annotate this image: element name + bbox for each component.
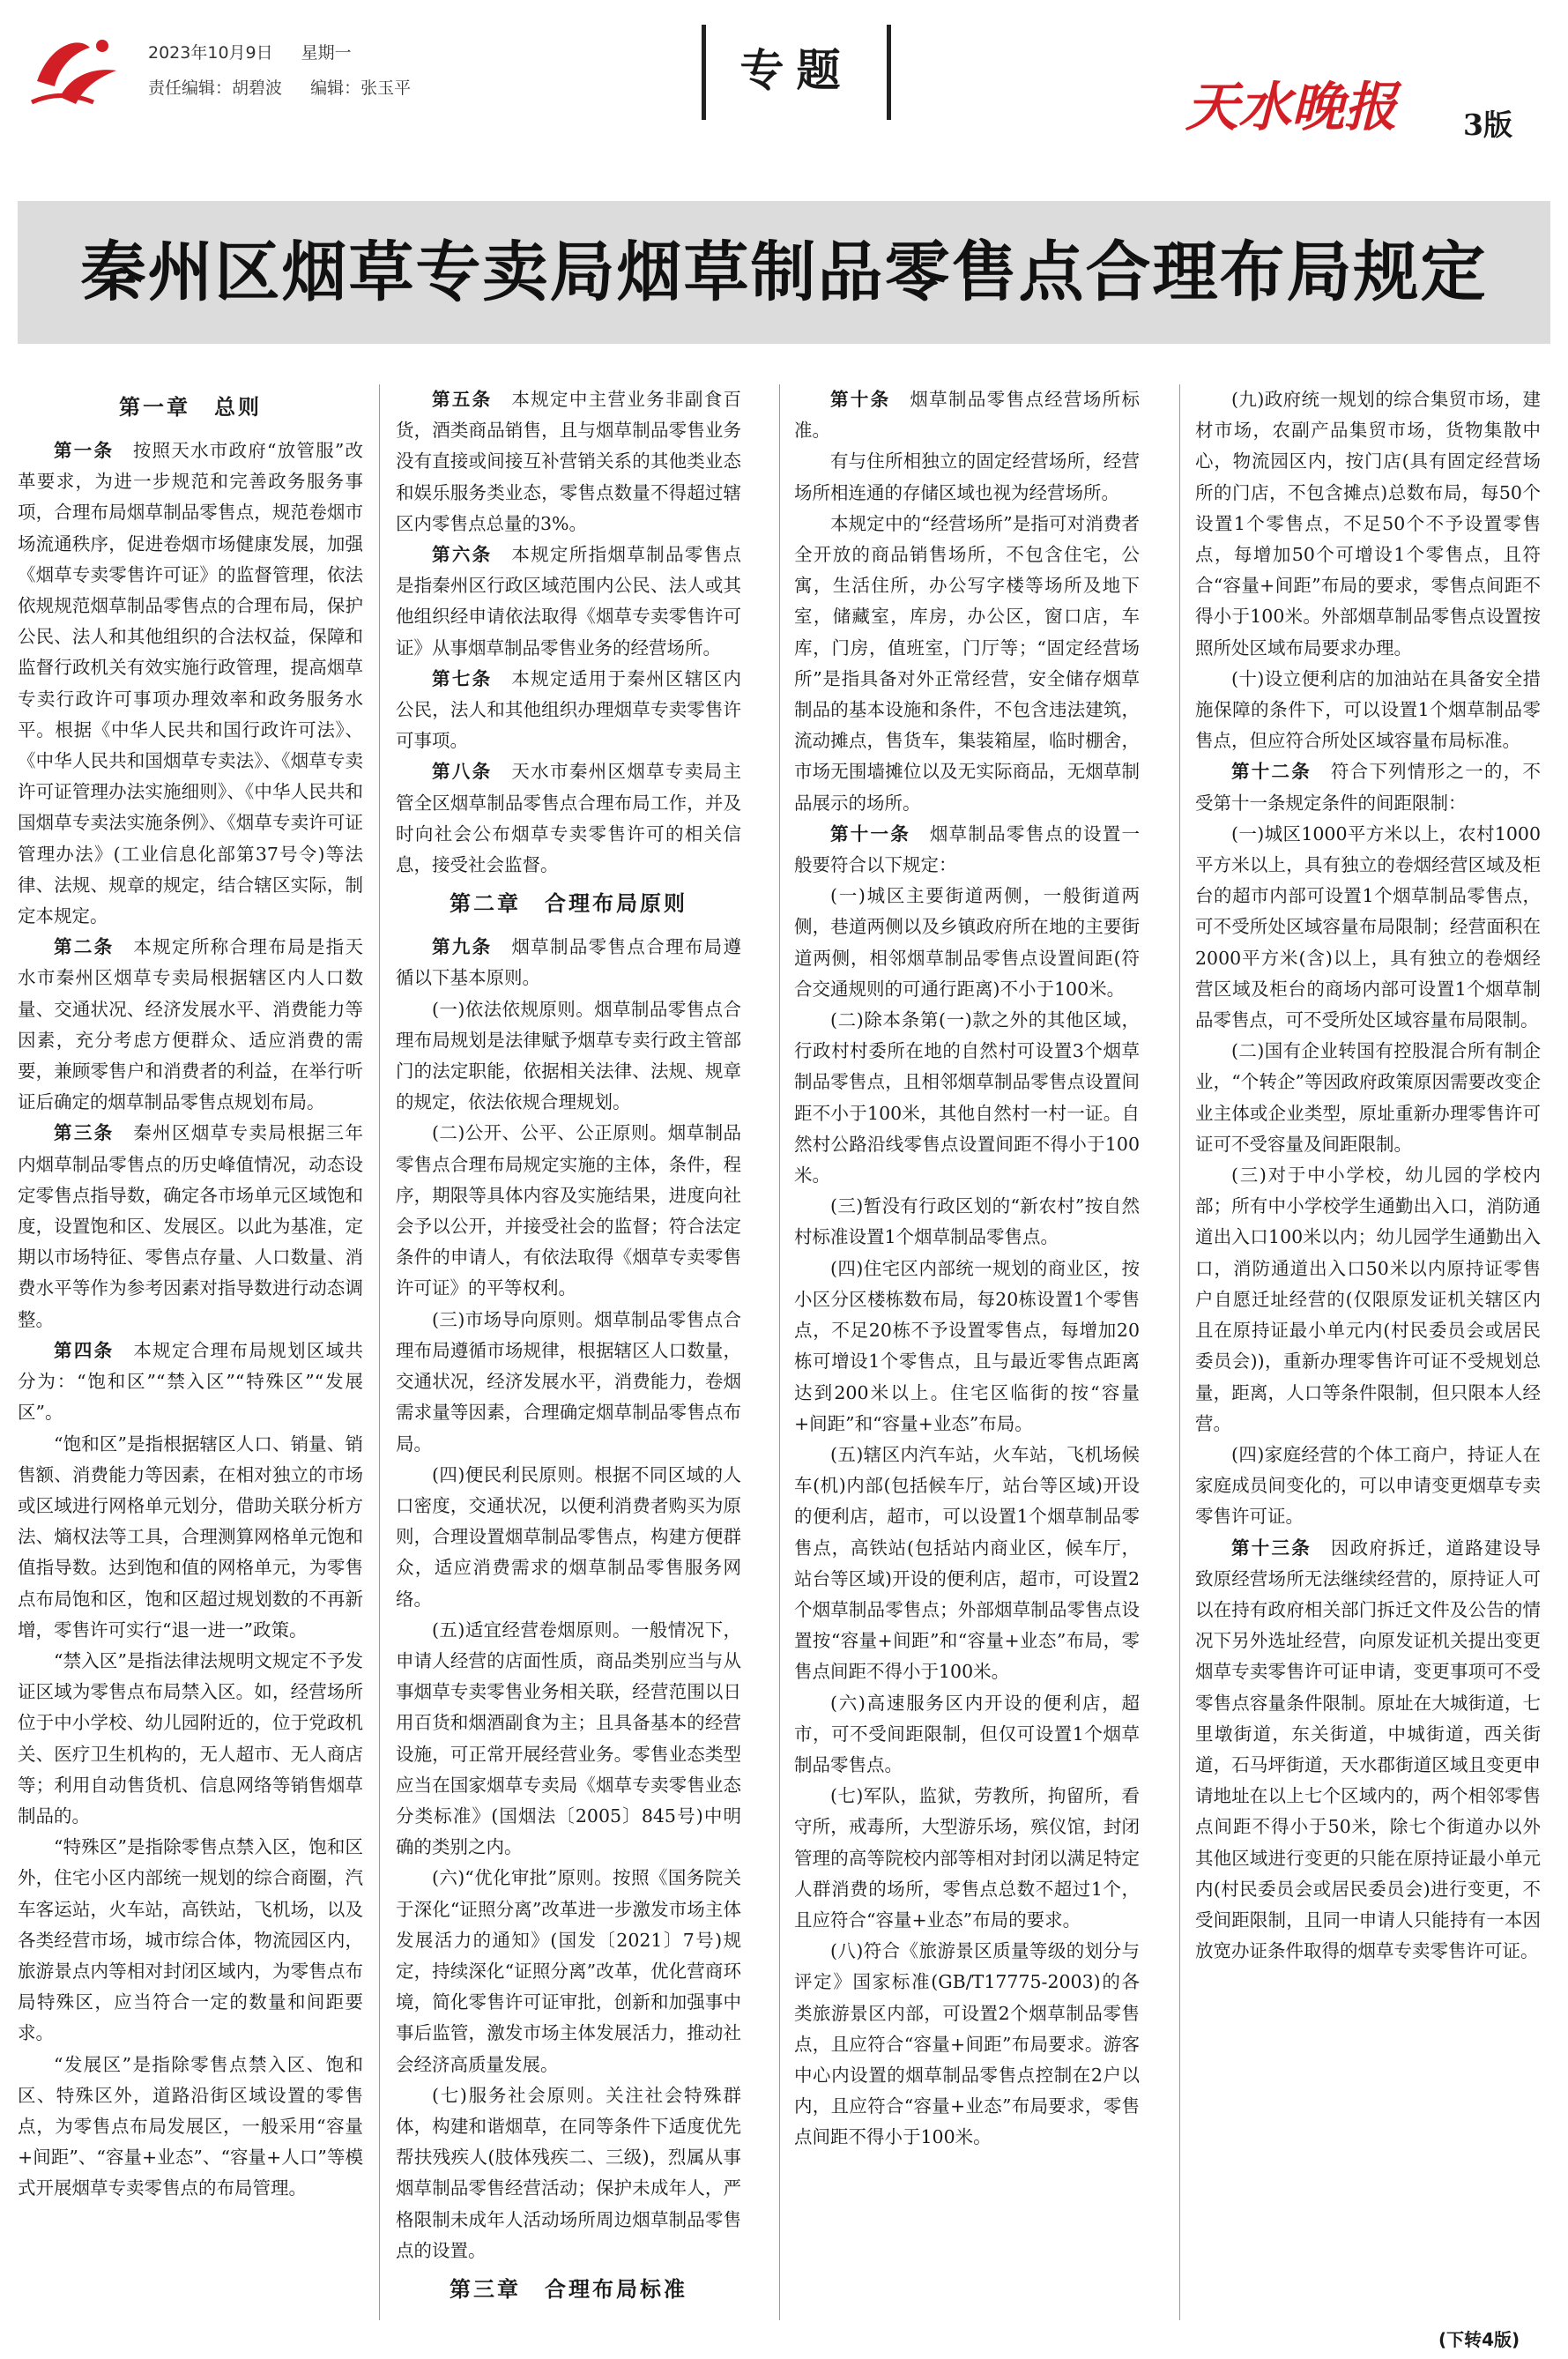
article-paragraph [396, 1863, 741, 2080]
paragraph-text: (四)家庭经营的个体工商户，持证人在家庭成员间变化的，可以申请变更烟草专卖零售许可证。 [1195, 1443, 1541, 1528]
article-number: 第十条 [830, 389, 891, 410]
article-paragraph [1195, 664, 1541, 757]
article-number: 第十二条 [1231, 761, 1312, 783]
article-number: 第八条 [432, 761, 493, 783]
article-paragraph [794, 446, 1140, 508]
article-paragraph [1195, 384, 1541, 664]
article-paragraph [794, 384, 1140, 446]
article-paragraph [18, 1118, 363, 1335]
article-paragraph [794, 1936, 1140, 2153]
paragraph-text: (六)“优化审批”原则。按照《国务院关于深化“证照分离”改革进一步激发市场主体发展活力的通知》(国发〔2021〕7号)规定，持续深化“证照分离”改革，优化营商环境，简化零售许可证审批，创新和加强事中事后监管，激发市场主体发展活力，推动社会经济高质量发展。 [396, 1867, 741, 2075]
issue-date: 2023年10月9日 [148, 43, 273, 63]
paragraph-text: “饱和区”是指根据辖区人口、销量、销售额、消费能力等因素，在相对独立的市场或区域进行网格单元划分，借助关联分析方法、熵权法等工具，合理测算网格单元饱和值指导数。达到饱和值的网格单元，为零售点布局饱和区，饱和区超过规划数的不再新增，零售许可实行“退一进一”政策。 [18, 1433, 363, 1641]
paragraph-text: (四)住宅区内部统一规划的商业区，按小区分区楼栋数布局，每20栋设置1个零售点，不足20栋不予设置零售点，每增加20栋可增设1个零售点，且与最近零售点距离达到200米以上。住宅区临街的按“容量+间距”和“容量+业态”布局。 [794, 1257, 1140, 1434]
paragraph-text: 本规定适用于秦州区辖区内公民，法人和其他组织办理烟草专卖零售许可事项。 [396, 667, 741, 752]
paper-name-text: 天水晚报 [1185, 78, 1397, 136]
article-paragraph [794, 1440, 1140, 1688]
paragraph-text: “发展区”是指除零售点禁入区、饱和区、特殊区外，道路沿街区域设置的零售点，为零售点布局发展区，一般采用“容量+间距”、“容量+业态”、“容量+人口”等模式开展烟草专卖零售点的布局管理。 [18, 2053, 363, 2199]
page-editor: 编辑：张玉平 [310, 78, 412, 98]
article-paragraph [794, 509, 1140, 819]
paragraph-text: (四)便民利民原则。根据不同区域的人口密度，交通状况，以便利消费者购买为原则，合理设置烟草制品零售点，构建方便群众，适应消费需求的烟草制品零售服务网络。 [396, 1463, 741, 1610]
article-number: 第五条 [432, 389, 493, 410]
section-label: 专题 [739, 44, 853, 96]
paragraph-text: (一)城区1000平方米以上，农村1000平方米以上，具有独立的卷烟经营区域及柜台的超市内部可设置1个烟草制品零售点，可不受所处区域容量布局限制；经营面积在2000平方米(含)以上，具有独立的卷烟经营区域及柜台的商场内部可设置1个烟草制品零售点，可不受所处区域容量布局限制。 [1195, 822, 1541, 1031]
chapter-heading: 第二章 合理布局原则 [450, 891, 687, 917]
continued-note: (下转4版) [1438, 2329, 1520, 2350]
article-paragraph [396, 540, 741, 664]
masthead [0, 0, 1568, 176]
paragraph-text: (一)依法依规原则。烟草制品零售点合理布局规划是法律赋予烟草专卖行政主管部门的法定职能，依据相关法律、法规、规章的规定，依法依规合理规划。 [396, 998, 741, 1113]
paragraph-text: (十)设立便利店的加油站在具备安全措施保障的条件下，可以设置1个烟草制品零售点，但应符合所处区域容量布局标准。 [1195, 667, 1541, 752]
paragraph-text: 符合下列情形之一的，不受第十一条规定条件的间距限制： [1195, 761, 1541, 814]
paragraph-text: (二)国有企业转国有控股混合所有制企业，“个转企”等因政府政策原因需要改变企业主体或企业类型，原址重新办理零售许可证可不受容量及间距限制。 [1195, 1040, 1541, 1155]
chapter-heading: 第一章 总则 [119, 395, 262, 420]
article-paragraph [1195, 756, 1541, 818]
paragraph-text: (九)政府统一规划的综合集贸市场，建材市场，农副产品集贸市场，货物集散中心，物流园区内，按门店(具有固定经营场所的门店，不包含摊点)总数布局，每50个设置1个零售点，不足50个不予设置零售点，每增加50个可增设1个零售点，且符合“容量+间距”布局的要求，零售点间距不得小于100米。外部烟草制品零售点设置按照所处区域布局要求办理。 [1195, 389, 1541, 659]
article-paragraph [396, 384, 741, 540]
article-paragraph [794, 819, 1140, 881]
paragraph-text: “特殊区”是指除零售点禁入区，饱和区外，住宅小区内部统一规划的综合商圈，汽车客运站，火车站，高铁站，飞机场，以及各类经营市场，城市综合体，物流园区内，旅游景点内等相对封闭区域内，为零售点布局特殊区，应当符合一定的数量和间距要求。 [18, 1836, 363, 2044]
article-paragraph [18, 1429, 363, 1646]
article-paragraph [1195, 1036, 1541, 1160]
paragraph-text: 因政府拆迁，道路建设导致原经营场所无法继续经营的，原持证人可以在持有政府相关部门拆迁文件及公告的情况下另外选址经营，向原发证机关提出变更烟草专卖零售许可证申请，变更事项可不受零售点容量条件限制。原址在大城街道，七里墩街道，东关街道，中城街道，西关街道，石马坪街道，天水郡街道区域且变更申请地址在以上七个区域内的，两个相邻零售点间距不得小于50米，除七个街道办以外其他区域进行变更的只能在原持证最小单元内(村民委员会或居民委员会)进行变更，不受间距限制，且同一申请人只能持有一本因放宽办证条件取得的烟草专卖零售许可证。 [1195, 1537, 1541, 1962]
paragraph-text: 有与住所相独立的固定经营场所，经营场所相连通的存储区域也视为经营场所。 [794, 450, 1140, 503]
paragraph-text: (三)对于中小学校，幼儿园的学校内部；所有中小学校学生通勤出入口，消防通道出入口100米以内；幼儿园学生通勤出入口，消防通道出入口50米以内原持证零售户自愿迁址经营的(仅限原发证机关辖区内且在原持证最小单元内(村民委员会或居民委员会))，重新办理零售许可证不受规划总量，距离，人口等条件限制，但只限本人经营。 [1195, 1165, 1541, 1434]
paragraph-text: 本规定所指烟草制品零售点是指秦州区行政区域范围内公民、法人或其他组织经申请依法取得《烟草专卖零售许可证》从事烟草制品零售业务的经营场所。 [396, 544, 741, 659]
article-paragraph [18, 435, 363, 932]
responsible-editor: 责任编辑：胡碧波 [148, 78, 283, 98]
article-paragraph [396, 1305, 741, 1460]
article-paragraph [1195, 1533, 1541, 1968]
article-number: 第三条 [54, 1122, 115, 1144]
article-paragraph [396, 1615, 741, 1864]
article-paragraph [18, 932, 363, 1118]
paragraph-text: 烟草制品零售点的设置一般要符合以下规定： [794, 822, 1140, 876]
paragraph-text: 天水市秦州区烟草专卖局主管全区烟草制品零售点合理布局工作，并及时向社会公布烟草专卖零售许可的相关信息，接受社会监督。 [396, 761, 741, 876]
issue-meta [148, 35, 434, 106]
article-paragraph [1195, 819, 1541, 1036]
paragraph-text: (二)除本条第(一)款之外的其他区域，行政村村委所在地的自然村可设置3个烟草制品零售点，且相邻烟草制品零售点设置间距不小于100米，其他自然村一村一证。自然村公路沿线零售点设置间距不得小于100米。 [794, 1009, 1140, 1187]
article-number: 第九条 [432, 936, 493, 958]
article-paragraph [396, 2080, 741, 2266]
paragraph-text: (六)高速服务区内开设的便利店，超市，可不受间距限制，但仅可设置1个烟草制品零售点。 [794, 1692, 1140, 1775]
article-paragraph [396, 1118, 741, 1304]
page-number: 3版 [1463, 108, 1512, 142]
article-paragraph [396, 756, 741, 881]
section-label-box [702, 25, 891, 120]
article-paragraph [794, 1688, 1140, 1782]
article-paragraph [794, 881, 1140, 1005]
article-paragraph [396, 1460, 741, 1615]
paragraph-text: (七)军队，监狱，劳教所，拘留所，看守所，戒毒所，大型游乐场，殡仪馆，封闭管理的高等院校内部等相对封闭以满足特定人群消费的场所，零售点总数不超过1个，且应符合“容量+业态”布局的要求。 [794, 1785, 1140, 1931]
article-paragraph [18, 2050, 363, 2205]
article-number: 第二条 [54, 936, 115, 958]
title-band [18, 201, 1550, 344]
article-paragraph [1195, 1440, 1541, 1533]
article-number: 第十三条 [1231, 1537, 1312, 1559]
paragraph-text: (三)暂没有行政区划的“新农村”按自然村标准设置1个烟草制品零售点。 [794, 1195, 1140, 1248]
paragraph-text: (八)符合《旅游景区质量等级的划分与评定》国家标准(GB/T17775-2003)的各类旅游景区内部，可设置2个烟草制品零售点，且应符合“容量+间距”布局要求。游客中心内设置的烟草制品零售点控制在2户以内，且应符合“容量+业态”布局要求，零售点间距不得小于100米。 [794, 1940, 1140, 2148]
paragraph-text: (五)辖区内汽车站，火车站，飞机场候车(机)内部(包括候车厅，站台等区域)开设的便利店，超市，可以设置1个烟草制品零售点，高铁站(包括站内商业区，候车厅，站台等区域)开设的便利店，超市，可设置2个烟草制品零售点；外部烟草制品零售点设置按“容量+间距”和“容量+业态”布局，零售点间距不得小于100米。 [794, 1443, 1140, 1683]
paragraph-text: 本规定合理布局规划区域共分为：“饱和区”“禁入区”“特殊区”“发展区”。 [18, 1339, 363, 1424]
article-title: 秦州区烟草专卖局烟草制品零售点合理布局规定 [80, 234, 1488, 310]
article-number: 第四条 [54, 1339, 115, 1361]
article-paragraph [396, 664, 741, 757]
paragraph-text: (二)公开、公平、公正原则。烟草制品零售点合理布局规定实施的主体，条件，程序，期限等具体内容及实施结果，进度向社会予以公开，并接受社会的监督；符合法定条件的申请人，有依法取得《烟草专卖零售许可证》的平等权利。 [396, 1122, 741, 1299]
column-3 [794, 384, 1140, 2320]
paragraph-text: (三)市场导向原则。烟草制品零售点合理布局遵循市场规律，根据辖区人口数量，交通状况，经济发展水平，消费能力，卷烟需求量等因素，合理确定烟草制品零售点布局。 [396, 1308, 741, 1455]
article-paragraph [18, 1832, 363, 2049]
paragraph-text: (一)城区主要街道两侧，一般街道两侧，巷道两侧以及乡镇政府所在地的主要街道两侧，相邻烟草制品零售点设置间距(符合交通规则的可通行距离)不小于100米。 [794, 885, 1140, 1000]
article-paragraph [396, 932, 741, 993]
article-number: 第十一条 [830, 822, 911, 845]
article-body [18, 384, 1550, 2320]
article-number: 第一条 [54, 440, 115, 461]
paragraph-text: “禁入区”是指法律法规明文规定不予发证区域为零售点布局禁入区。如，经营场所位于中小学校、幼儿园附近的，位于党政机关、医疗卫生机构的，无人超市、无人商店等；利用自动售货机、信息网络等销售烟草制品的。 [18, 1649, 363, 1827]
article-paragraph [18, 1336, 363, 1429]
paper-name-logo [1185, 78, 1431, 136]
paragraph-text: 本规定中的“经营场所”是指可对消费者全开放的商品销售场所，不包含住宅，公寓，生活住所，办公写字楼等场所及地下室，储藏室，库房，办公区，窗口店，车库，门房，值班室，门厅等；“固定经营场所”是指具备对外正常经营，安全储存烟草制品的基本设施和条件，不包含违法建筑，流动摊点，售货车，集装箱屋，临时棚舍，市场无围墙摊位以及无实际商品，无烟草制品展示的场所。 [794, 512, 1140, 814]
article-paragraph [18, 1646, 363, 1832]
article-paragraph [396, 994, 741, 1119]
column-1 [18, 384, 363, 2320]
article-paragraph [794, 1191, 1140, 1253]
column-4 [1195, 384, 1541, 2320]
paragraph-text: 本规定所称合理布局是指天水市秦州区烟草专卖局根据辖区内人口数量、交通状况、经济发展水平、消费能力等因素，充分考虑方便群众、适应消费的需要，兼顾零售户和消费者的利益，在举行听证后确定的烟草制品零售点规划布局。 [18, 936, 363, 1113]
article-paragraph [794, 1254, 1140, 1440]
article-number: 第六条 [432, 544, 493, 566]
article-paragraph [794, 1005, 1140, 1191]
newspaper-logo-icon [25, 28, 129, 113]
chapter-heading: 第三章 合理布局标准 [450, 2276, 687, 2302]
paragraph-text: 按照天水市政府“放管服”改革要求，为进一步规范和完善政务服务事项，合理布局烟草制品零售点，规范卷烟市场流通秩序，促进卷烟市场健康发展，加强《烟草专卖零售许可证》的监督管理，依法依规规范烟草制品零售点的合理布局，保护公民、法人和其他组织的合法权益，保障和监督行政机关有效实施行政管理，提高烟草专卖行政许可事项办理效率和政务服务水平。根据《中华人民共和国行政许可法》、《中华人民共和国烟草专卖法》、《烟草专卖许可证管理办法实施细则》、《中华人民共和国烟草专卖法实施条例》、《烟草专卖许可证管理办法》(工业信息化部第37号令)等法律、法规、规章的规定，结合辖区实际，制定本规定。 [18, 440, 363, 927]
paragraph-text: 烟草制品零售点经营场所标准。 [794, 389, 1140, 442]
column-2 [396, 384, 741, 2320]
article-paragraph [794, 1781, 1140, 1936]
paragraph-text: 秦州区烟草专卖局根据三年内烟草制品零售点的历史峰值情况，动态设定零售点指导数，确定各市场单元区域饱和度，设置饱和区、发展区。以此为基准，定期以市场特征、零售点存量、人口数量、消费水平等作为参考因素对指导数进行动态调整。 [18, 1122, 363, 1330]
article-paragraph [1195, 1160, 1541, 1440]
issue-weekday: 星期一 [301, 43, 352, 63]
paragraph-text: 烟草制品零售点合理布局遵循以下基本原则。 [396, 936, 741, 989]
paragraph-text: (七)服务社会原则。关注社会特殊群体，构建和谐烟草，在同等条件下适度优先帮扶残疾人(肢体残疾二、三级)，烈属从事烟草制品零售经营活动；保护未成年人，严格限制未成年人活动场所周边烟草制品零售点的设置。 [396, 2084, 741, 2261]
paragraph-text: (五)适宜经营卷烟原则。一般情况下，申请人经营的店面性质，商品类别应当与从事烟草专卖零售业务相关联，经营范围以日用百货和烟酒副食为主；且具备基本的经营设施，可正常开展经营业务。零售业态类型应当在国家烟草专卖局《烟草专卖零售业态分类标准》(国烟法〔2005〕845号)中明确的类别之内。 [396, 1619, 741, 1858]
article-number: 第七条 [432, 667, 493, 689]
paragraph-text: 本规定中主营业务非副食百货，酒类商品销售，且与烟草制品零售业务没有直接或间接互补营销关系的其他类业态和娱乐服务类业态，零售点数量不得超过辖区内零售点总量的3%。 [396, 389, 741, 534]
